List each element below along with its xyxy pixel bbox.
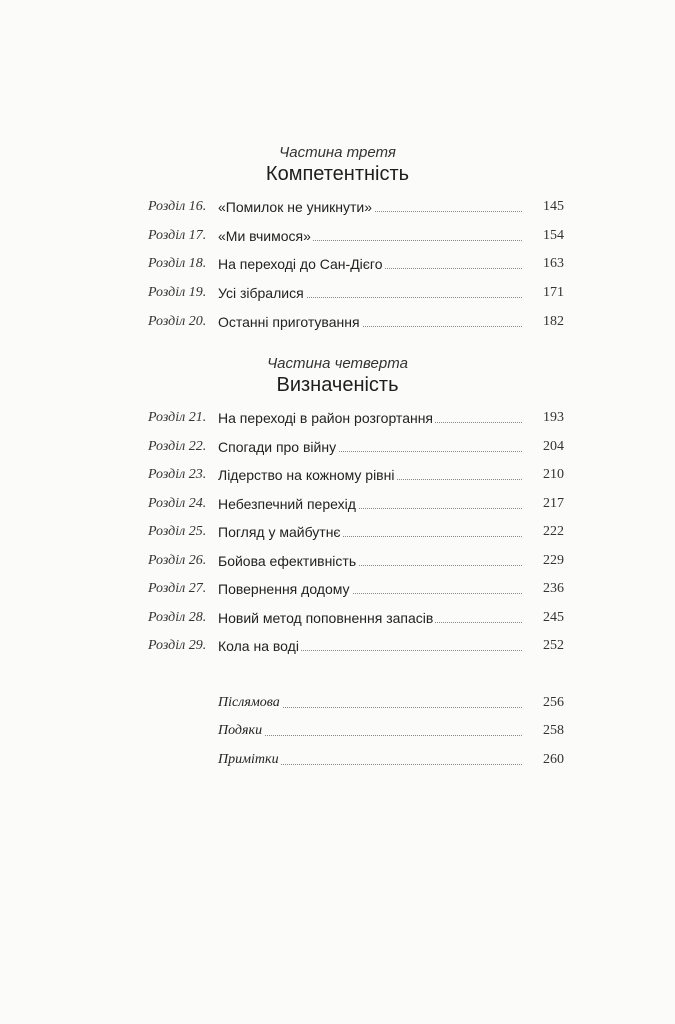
toc-entry[interactable] bbox=[148, 636, 564, 656]
page-number: 245 bbox=[543, 610, 564, 625]
page-number: 210 bbox=[543, 467, 564, 482]
chapter-title: Бойова ефективність bbox=[218, 553, 357, 569]
chapter-title: На переході до Сан-Дієго bbox=[218, 256, 383, 272]
page-number: 217 bbox=[543, 496, 564, 511]
chapter-title: Останні приготування bbox=[218, 314, 360, 330]
chapter-label: Розділ 22. bbox=[148, 439, 207, 454]
chapter-title: «Помилок не уникнути» bbox=[218, 199, 373, 215]
toc-entry[interactable] bbox=[148, 522, 564, 542]
part-title: Компетентність bbox=[265, 163, 410, 185]
chapter-label: Розділ 29. bbox=[148, 638, 207, 653]
chapter-title: Лідерство на кожному рівні bbox=[218, 467, 395, 483]
page-number: 145 bbox=[543, 199, 564, 214]
page-number: 193 bbox=[543, 410, 564, 425]
page-number: 204 bbox=[543, 439, 564, 454]
toc-entry[interactable] bbox=[148, 494, 564, 514]
part-label: Частина четверта bbox=[267, 355, 408, 372]
page-number: 256 bbox=[543, 695, 564, 710]
chapter-title: Усі зібралися bbox=[218, 285, 304, 301]
chapter-label: Розділ 27. bbox=[148, 581, 207, 596]
toc-entry[interactable] bbox=[148, 312, 564, 332]
toc-entry[interactable] bbox=[148, 408, 564, 428]
chapter-title: Кола на воді bbox=[218, 638, 299, 654]
toc-entry[interactable] bbox=[148, 437, 564, 457]
page-number: 171 bbox=[543, 285, 564, 300]
toc-entry[interactable] bbox=[148, 226, 564, 246]
toc-entry[interactable] bbox=[148, 551, 564, 571]
toc-entry[interactable] bbox=[148, 197, 564, 217]
chapter-title: Повернення додому bbox=[218, 581, 350, 597]
chapter-label: Розділ 26. bbox=[148, 553, 207, 568]
chapter-label: Розділ 23. bbox=[148, 467, 207, 482]
back-matter-title: Примітки bbox=[218, 750, 281, 770]
page-number: 163 bbox=[543, 256, 564, 271]
toc-entry[interactable] bbox=[148, 254, 564, 274]
chapter-label: Розділ 16. bbox=[148, 199, 207, 214]
chapter-title: Небезпечний перехід bbox=[218, 496, 356, 512]
page-number: 252 bbox=[543, 638, 564, 653]
chapter-label: Розділ 19. bbox=[148, 285, 207, 300]
toc-entry[interactable] bbox=[148, 579, 564, 599]
back-matter-title: Післямова bbox=[218, 693, 282, 713]
toc-entry[interactable] bbox=[148, 608, 564, 628]
chapter-title: «Ми вчимося» bbox=[218, 228, 311, 244]
chapter-label: Розділ 18. bbox=[148, 256, 207, 271]
page-number: 182 bbox=[543, 314, 564, 329]
toc-entry[interactable] bbox=[148, 465, 564, 485]
page-number: 258 bbox=[543, 723, 564, 738]
part-title: Визначеність bbox=[276, 374, 399, 396]
chapter-label: Розділ 28. bbox=[148, 610, 207, 625]
part-label: Частина третя bbox=[279, 144, 396, 161]
page-number: 222 bbox=[543, 524, 564, 539]
chapter-title: Новий метод поповнення запасів bbox=[218, 610, 434, 626]
chapter-label: Розділ 21. bbox=[148, 410, 207, 425]
chapter-label: Розділ 24. bbox=[148, 496, 207, 511]
page-number: 236 bbox=[543, 581, 564, 596]
toc-entry-back-matter[interactable] bbox=[148, 750, 564, 770]
page-number: 229 bbox=[543, 553, 564, 568]
page-number: 154 bbox=[543, 228, 564, 243]
chapter-label: Розділ 20. bbox=[148, 314, 207, 329]
toc-entry[interactable] bbox=[148, 283, 564, 303]
toc-entry-back-matter[interactable] bbox=[148, 721, 564, 741]
chapter-title: Спогади про війну bbox=[218, 439, 337, 455]
chapter-title: На переході в район розгортання bbox=[218, 410, 434, 426]
page-number: 260 bbox=[543, 752, 564, 767]
chapter-title: Погляд у майбутнє bbox=[218, 524, 341, 540]
chapter-label: Розділ 25. bbox=[148, 524, 207, 539]
chapter-label: Розділ 17. bbox=[148, 228, 207, 243]
back-matter-title: Подяки bbox=[218, 721, 264, 741]
toc-entry-back-matter[interactable] bbox=[148, 693, 564, 713]
